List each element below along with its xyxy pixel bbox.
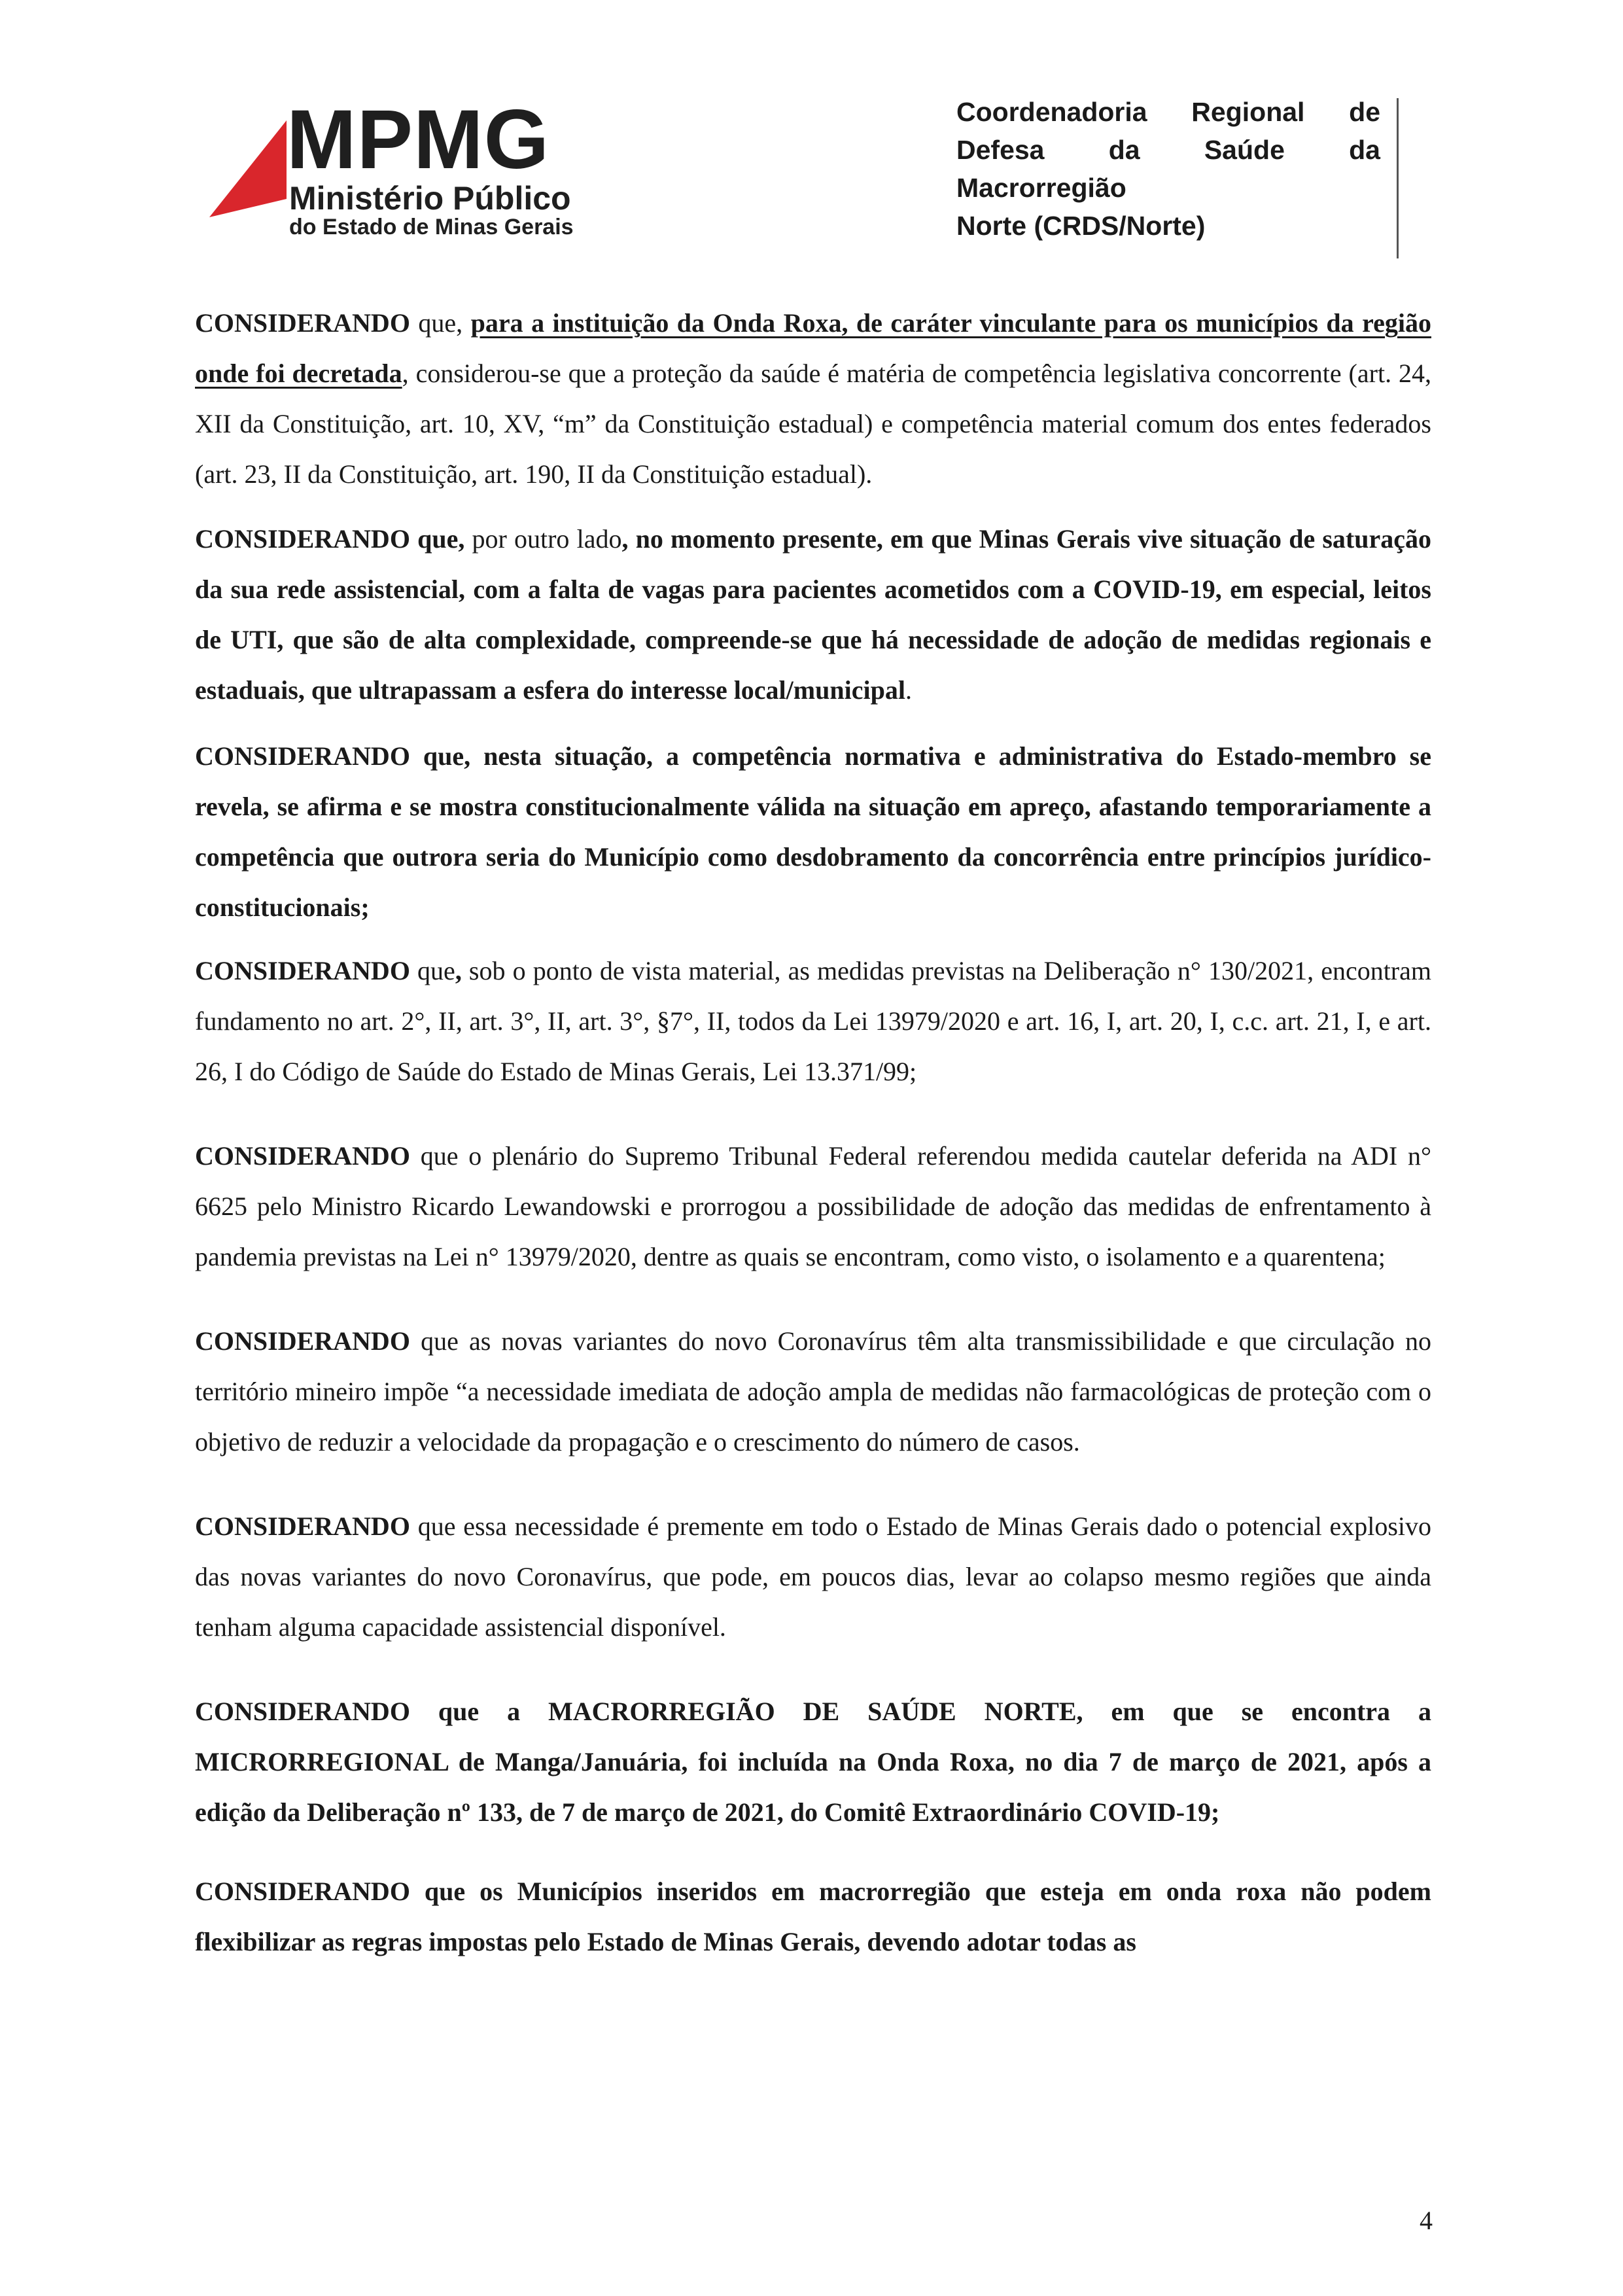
header-divider [1397, 98, 1399, 258]
logo-line2: do Estado de Minas Gerais [289, 215, 574, 239]
text-run: que as novas variantes do novo Coronavírus têm alta transmissibilidade e que circulação no território mineiro impõe “a necessidade imediata de adoção ampla de medidas não farmacológicas de proteção com o objetivo de reduzir a velocidade da propagação e o crescimento do número de casos. [195, 1326, 1431, 1457]
considerando-keyword: CONSIDERANDO [195, 1141, 410, 1171]
org-line2: Defesa da Saúde da Macrorregião [956, 135, 1380, 203]
considerando-keyword: CONSIDERANDO [195, 956, 410, 985]
bold-run: , no momento presente, em que Minas Gerais vive situação de saturação da sua rede assistencial, com a falta de vagas para pacientes acometidos com a COVID-19, em especial, leitos de UTI, que são de alta complexidade, compreende-se que há necessidade de adoção de medidas regionais e estaduais, que ultrapassam a esfera do interesse local/municipal [195, 524, 1432, 705]
paragraph-7 [195, 1501, 1431, 1652]
text-run: que [410, 956, 455, 985]
paragraph-1 [195, 298, 1431, 499]
text-run: que essa necessidade é premente em todo o Estado de Minas Gerais dado o potencial explosivo das novas variantes do novo Coronavírus, que pode, em poucos dias, levar ao colapso mesmo regiões que ainda tenham alguma capacidade assistencial disponível. [195, 1511, 1431, 1642]
page-number: 4 [1420, 2206, 1433, 2235]
logo-triangle-icon [209, 120, 288, 219]
considerando-keyword: CONSIDERANDO [195, 308, 410, 338]
org-line3: Norte (CRDS/Norte) [956, 211, 1206, 241]
org-line1: Coordenadoria Regional de [956, 97, 1380, 127]
bold-run: , [455, 956, 462, 985]
considerando-keyword: CONSIDERANDO que, [195, 524, 465, 554]
mpmg-logo [209, 93, 576, 242]
organization-heading [956, 93, 1380, 245]
paragraph-6 [195, 1316, 1431, 1467]
logo-line1: Ministério Público [289, 180, 571, 217]
paragraph-9: CONSIDERANDO que os Municípios inseridos em macrorregião que esteja em onda roxa não podem flexibilizar as regras impostas pelo Estado de Minas Gerais, devendo adotar todas as [195, 1877, 1431, 1956]
paragraph-8: CONSIDERANDO que a MACRORREGIÃO DE SAÚDE NORTE, em que se encontra a MICRORREGIONAL de Manga/Januária, foi incluída na Onda Roxa, no dia 7 de março de 2021, após a edição da Deliberação nº 133, de 7 de março de 2021, do Comitê Extraordinário COVID-19; [195, 1697, 1431, 1827]
text-run: que o plenário do Supremo Tribunal Federal referendou medida cautelar deferida na ADI n° 6625 pelo Ministro Ricardo Lewandowski e prorrogou a possibilidade de adoção das medidas de enfrentamento à pandemia previstas na Lei n° 13979/2020, dentre as quais se encontram, como visto, o isolamento e a quarentena; [195, 1141, 1431, 1271]
paragraph-5 [195, 1131, 1431, 1282]
text-run: , considerou-se que a proteção da saúde é matéria de competência legislativa concorrente (art. 24, XII da Constituição, art. 10, XV, “m” da Constituição estadual) e competência material comum dos entes federados (art. 23, II da Constituição, art. 190, II da Constituição estadual). [195, 359, 1431, 489]
considerando-keyword: CONSIDERANDO [195, 1511, 410, 1541]
text-run: . [905, 675, 912, 705]
text-run: sob o ponto de vista material, as medidas previstas na Deliberação n° 130/2021, encontram fundamento no art. 2°, II, art. 3°, II, art. 3°, §7°, II, todos da Lei 13979/2020 e art. 16, I, art. 20, I, c.c. art. 21, I, e art. 26, I do Código de Saúde do Estado de Minas Gerais, Lei 13.371/99; [195, 956, 1431, 1086]
considerando-keyword: CONSIDERANDO [195, 1326, 410, 1356]
paragraph-3: CONSIDERANDO que, nesta situação, a competência normativa e administrativa do Estado-membro se revela, se afirma e se mostra constitucionalmente válida na situação em apreço, afastando temporariamente a competência que outrora seria do Município como desdobramento da concorrência entre princípios jurídico-constitucionais; [195, 741, 1431, 922]
document-body [195, 298, 1431, 1967]
underlined-emphasis: para a instituição da Onda Roxa, de caráter vinculante para os municípios da região onde foi decretada [195, 308, 1431, 388]
text-run: que, [410, 308, 471, 338]
paragraph-2 [195, 514, 1431, 715]
logo-acronym: MPMG [287, 93, 550, 186]
text-run: por outro lado [464, 524, 622, 554]
paragraph-4 [195, 945, 1431, 1097]
